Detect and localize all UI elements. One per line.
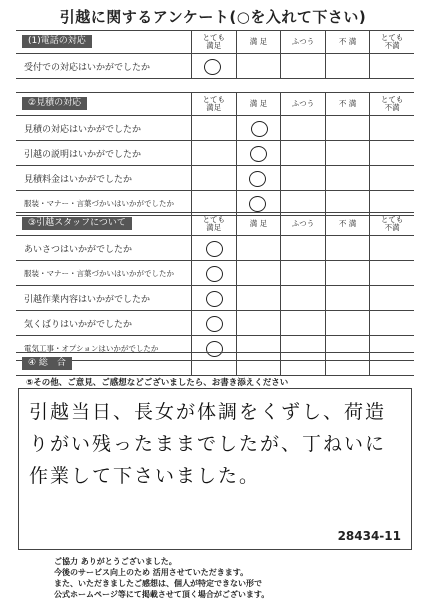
col-very-satisfied: とても 満足: [191, 213, 236, 235]
footer-line: 公式ホームページ等にて掲載させて頂く場合がございます。: [54, 590, 270, 599]
comment-line: りがい残ったままでしたが、丁ねいに: [29, 433, 387, 455]
col-very-dissatisfied: とても 不満: [369, 213, 414, 235]
section-header: ④ 総 合: [22, 357, 72, 370]
comment-line: 作業して下さいました。: [29, 465, 261, 487]
comment-line: 引越当日、長女が体調をくずし、荷造: [29, 401, 387, 423]
col-very-dissatisfied: とても 不満: [369, 31, 414, 53]
comment-prompt: ⑤その他、ご意見、ご感想などございましたら、お書き添えください: [26, 378, 289, 388]
comment-box[interactable]: [18, 388, 412, 550]
col-very-dissatisfied: とても 不満: [369, 93, 414, 115]
footer-line: また、いただきましたご感想は、個人が特定できない形で: [54, 579, 262, 588]
answer-circle[interactable]: [250, 146, 267, 162]
survey-row: [16, 141, 414, 166]
question: 電気工事・オプションはいかがでしたか: [24, 343, 159, 353]
survey-row: [16, 166, 414, 191]
section-header: (1)電話の対応: [22, 35, 92, 48]
footer-line: 今後のサービス向上のため 活用させていただきます。: [54, 568, 249, 577]
section-header: ②見積の対応: [22, 97, 87, 110]
col-dissatisfied: 不 満: [325, 213, 370, 235]
question: 受付での対応はいかがでしたか: [24, 62, 151, 73]
page-title: 引越に関するアンケート(○を入れて下さい): [59, 8, 367, 26]
question: 見積料金はいかがでしたか: [24, 174, 133, 185]
answer-circle[interactable]: [206, 241, 223, 257]
survey-row: [16, 286, 414, 311]
answer-circle[interactable]: [206, 316, 223, 332]
col-dissatisfied: 不 満: [325, 31, 370, 53]
survey-row: [16, 311, 414, 336]
col-neutral: ふつう: [280, 31, 325, 53]
col-neutral: ふつう: [280, 93, 325, 115]
col-satisfied: 満 足: [236, 31, 281, 53]
section-header: ③引越スタッフについて: [22, 217, 132, 230]
section-phone: [16, 30, 414, 79]
col-very-satisfied: とても 満足: [191, 93, 236, 115]
survey-row: [16, 261, 414, 286]
col-satisfied: 満 足: [236, 93, 281, 115]
col-satisfied: 満 足: [236, 213, 281, 235]
question: 気くばりはいかがでしたか: [24, 319, 133, 330]
question: 引越の説明はいかがでしたか: [24, 149, 142, 160]
section-staff: [16, 212, 414, 361]
question: 服装・マナー・言葉づかいはいかがでしたか: [24, 268, 174, 278]
footer-line: ご協力 ありがとうございました。: [54, 557, 177, 566]
question: あいさつはいかがでしたか: [24, 244, 133, 255]
question: 引越作業内容はいかがでしたか: [24, 294, 151, 305]
col-neutral: ふつう: [280, 213, 325, 235]
answer-circle[interactable]: [206, 291, 223, 307]
answer-circle[interactable]: [249, 171, 266, 187]
answer-circle[interactable]: [206, 266, 223, 282]
answer-circle[interactable]: [249, 196, 266, 212]
form-code: 28434-11: [337, 529, 401, 543]
question: 見積の対応はいかがでしたか: [24, 124, 142, 135]
survey-row: [16, 116, 414, 141]
survey-row: [16, 236, 414, 261]
section-overall: [16, 352, 414, 376]
answer-circle[interactable]: [204, 59, 221, 75]
section-estimate: [16, 92, 414, 216]
survey-row: [16, 54, 414, 79]
col-dissatisfied: 不 満: [325, 93, 370, 115]
col-very-satisfied: とても 満足: [191, 31, 236, 53]
question: 服装・マナー・言葉づかいはいかがでしたか: [24, 198, 174, 208]
answer-circle[interactable]: [251, 121, 268, 137]
